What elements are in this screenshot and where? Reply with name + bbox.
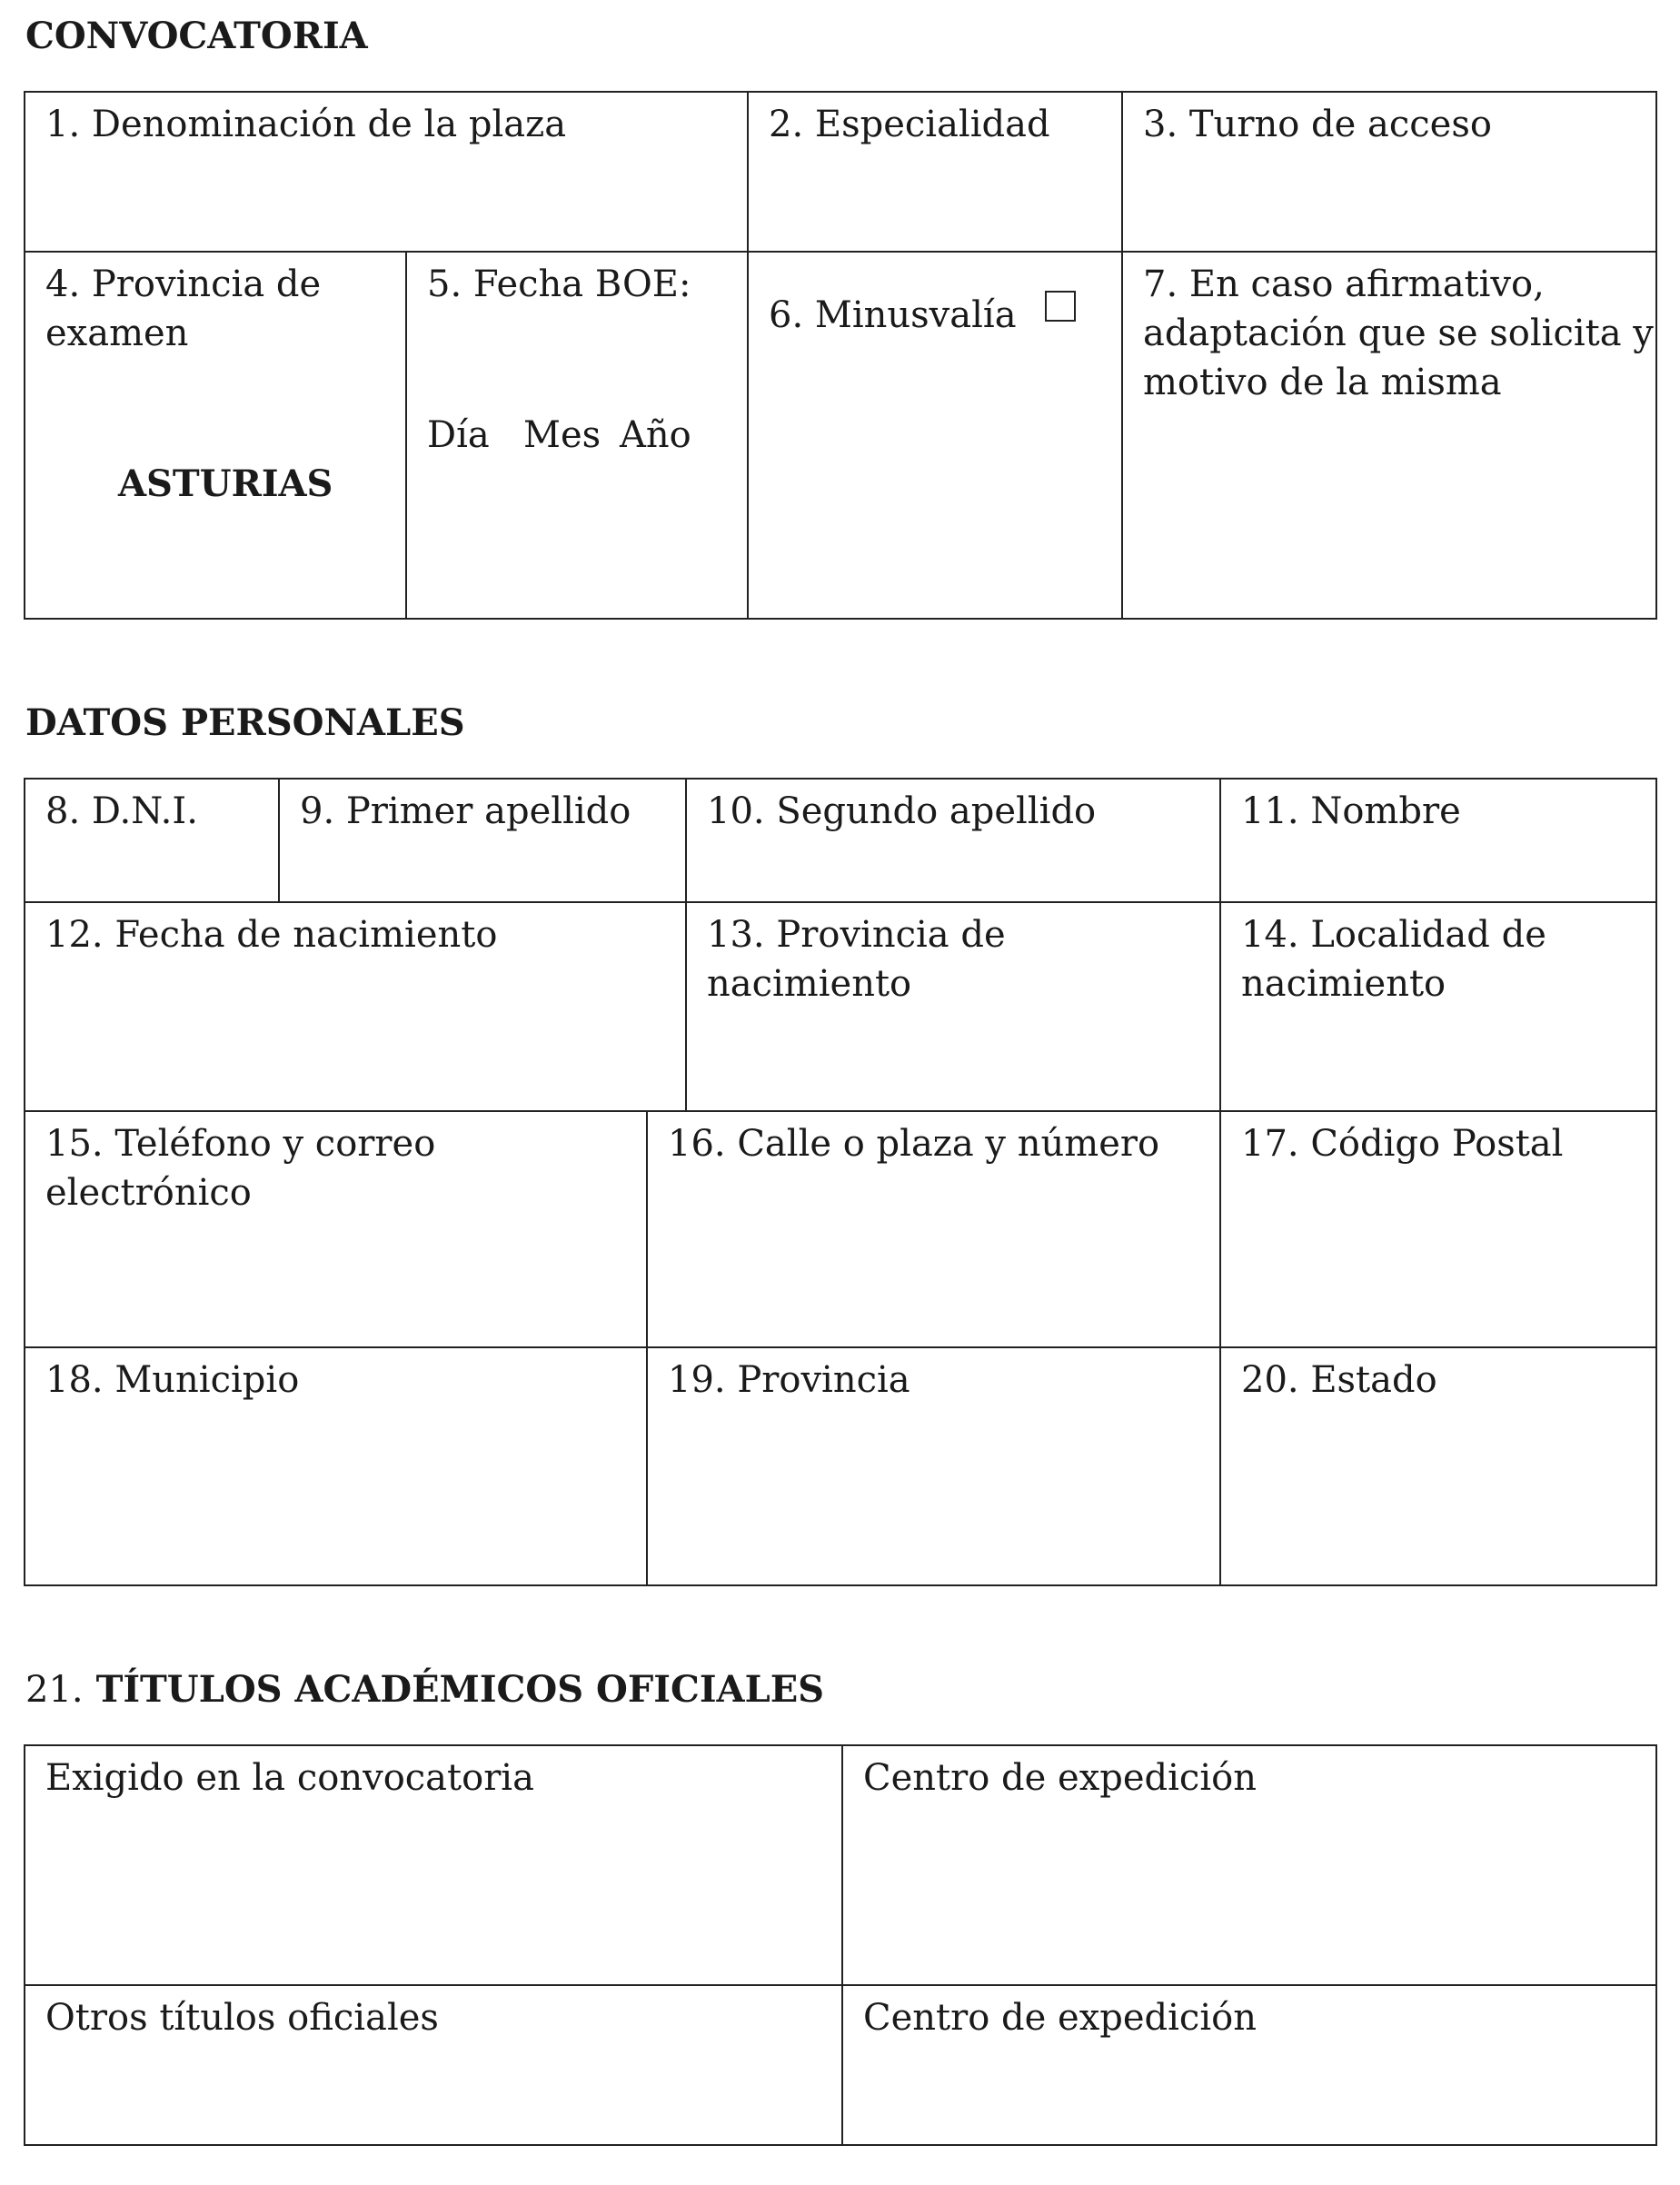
- minusvalia-checkbox[interactable]: [1045, 291, 1076, 322]
- field-label: 6. Minusvalía: [769, 294, 1017, 336]
- field-estado[interactable]: [1221, 1348, 1655, 1584]
- titulos-table: [24, 1744, 1657, 2146]
- field-label: Centro de expedición: [863, 1757, 1257, 1799]
- field-label: 14. Localidad de: [1241, 914, 1546, 956]
- field-label: Otros títulos oficiales: [45, 1997, 439, 2039]
- field-label: Exigido en la convocatoria: [45, 1757, 534, 1799]
- field-label: 4. Provincia de: [45, 263, 322, 305]
- field-label: nacimiento: [1241, 963, 1446, 1005]
- field-label: 9. Primer apellido: [300, 790, 631, 832]
- section-heading-titulos: [25, 1668, 824, 1711]
- field-label: nacimiento: [707, 963, 912, 1005]
- field-provincia[interactable]: [648, 1348, 1221, 1584]
- field-codigo-postal[interactable]: [1221, 1112, 1655, 1348]
- fecha-boe-mes-label: Mes: [523, 414, 601, 456]
- field-segundo-apellido[interactable]: [687, 780, 1221, 903]
- field-centro-expedicion-1[interactable]: [843, 1746, 1655, 1986]
- field-label: 15. Teléfono y correo: [45, 1123, 436, 1165]
- field-denominacion-plaza[interactable]: [25, 93, 749, 253]
- field-fecha-nacimiento[interactable]: [25, 903, 687, 1112]
- field-nombre[interactable]: [1221, 780, 1655, 903]
- field-label: 18. Municipio: [45, 1359, 300, 1401]
- field-label: 3. Turno de acceso: [1143, 104, 1492, 145]
- field-label: 11. Nombre: [1241, 790, 1461, 832]
- field-label: 1. Denominación de la plaza: [45, 104, 567, 145]
- convocatoria-table: [24, 91, 1657, 620]
- section-number: 21.: [25, 1669, 84, 1711]
- field-label: 2. Especialidad: [769, 104, 1050, 145]
- field-label: electrónico: [45, 1172, 252, 1214]
- field-label: 7. En caso afirmativo,: [1143, 263, 1545, 305]
- field-label: 17. Código Postal: [1241, 1123, 1564, 1165]
- fecha-boe-anio-label: Año: [620, 414, 691, 456]
- provincia-examen-value: ASTURIAS: [118, 462, 333, 505]
- field-label: 20. Estado: [1241, 1359, 1437, 1401]
- section-title: TÍTULOS ACADÉMICOS OFICIALES: [95, 1668, 825, 1711]
- field-localidad-nacimiento[interactable]: [1221, 903, 1655, 1112]
- field-especialidad[interactable]: [749, 93, 1123, 253]
- field-label: 8. D.N.I.: [45, 790, 198, 832]
- field-municipio[interactable]: [25, 1348, 648, 1584]
- field-centro-expedicion-2[interactable]: [843, 1986, 1655, 2144]
- field-label: 5. Fecha BOE:: [427, 263, 691, 305]
- datos-personales-table: [24, 778, 1657, 1586]
- field-provincia-examen[interactable]: [25, 253, 407, 618]
- field-label: adaptación que se solicita y: [1143, 313, 1654, 354]
- field-titulo-exigido[interactable]: [25, 1746, 843, 1986]
- field-label: 10. Segundo apellido: [707, 790, 1097, 832]
- field-label: 19. Provincia: [668, 1359, 910, 1401]
- fecha-boe-dia-label: Día: [427, 414, 490, 456]
- field-fecha-boe[interactable]: [407, 253, 749, 618]
- section-heading-convocatoria: CONVOCATORIA: [25, 15, 368, 57]
- field-label: motivo de la misma: [1143, 362, 1502, 403]
- field-label: 12. Fecha de nacimiento: [45, 914, 498, 956]
- field-telefono-correo[interactable]: [25, 1112, 648, 1348]
- field-turno-acceso[interactable]: [1123, 93, 1655, 253]
- field-calle-numero[interactable]: [648, 1112, 1221, 1348]
- field-minusvalia[interactable]: [749, 253, 1123, 618]
- field-label: Centro de expedición: [863, 1997, 1257, 2039]
- field-dni[interactable]: [25, 780, 280, 903]
- field-provincia-nacimiento[interactable]: [687, 903, 1221, 1112]
- field-label: examen: [45, 313, 189, 354]
- field-otros-titulos[interactable]: [25, 1986, 843, 2144]
- field-adaptacion-solicitada[interactable]: [1123, 253, 1655, 618]
- field-label: 16. Calle o plaza y número: [668, 1123, 1160, 1165]
- field-label: 13. Provincia de: [707, 914, 1006, 956]
- section-heading-datos-personales: DATOS PERSONALES: [25, 701, 465, 744]
- field-primer-apellido[interactable]: [280, 780, 687, 903]
